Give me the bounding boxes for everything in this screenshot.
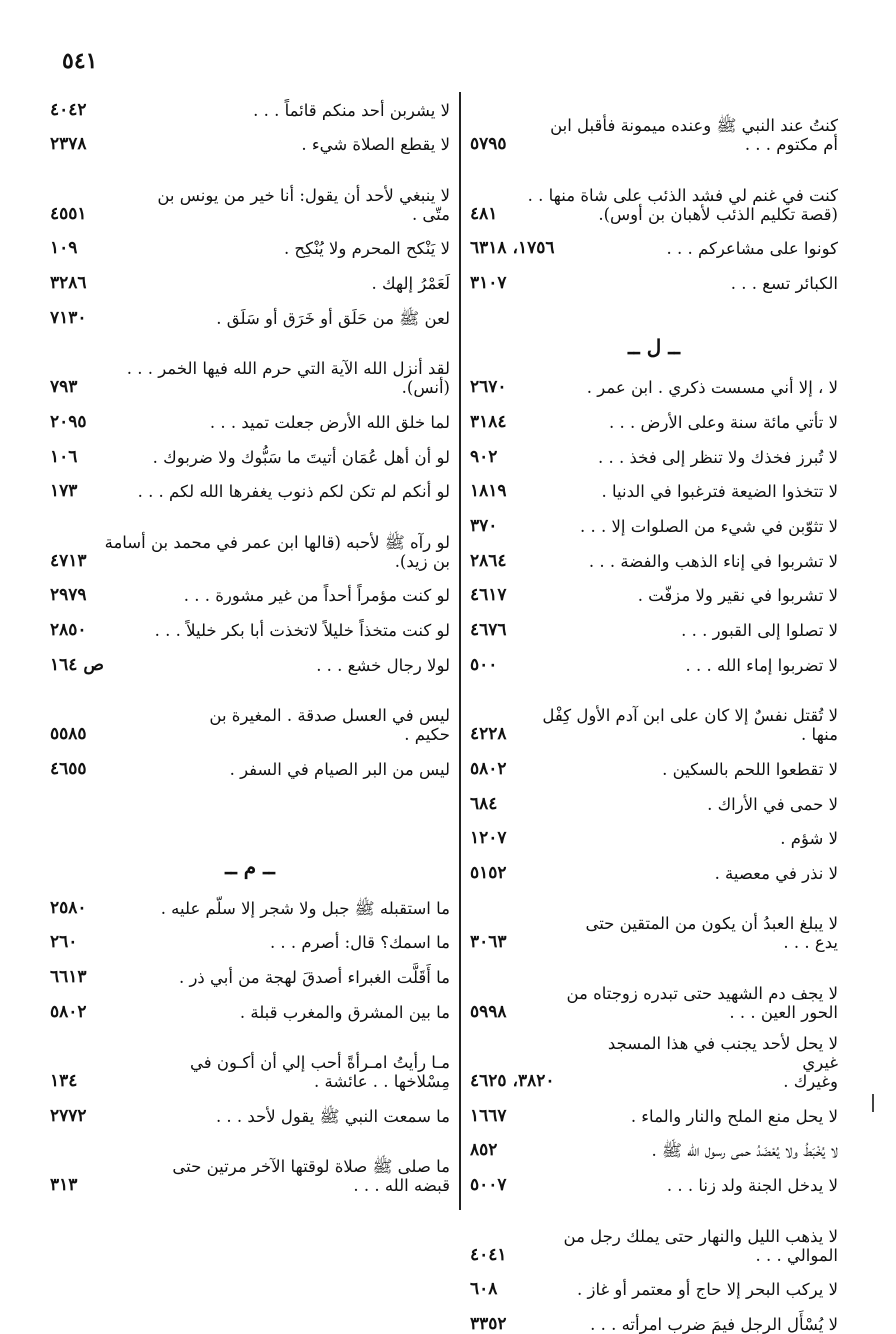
entry-line: لا يُسْأَل الرجل فيمَ ضرب امرأته . . . xyxy=(590,1314,838,1334)
entry-text xyxy=(101,101,450,120)
index-entry xyxy=(50,224,450,259)
index-entry xyxy=(470,397,838,432)
entry-reference-number: ٢٨٦٤ xyxy=(470,550,507,571)
entry-text xyxy=(91,1157,450,1195)
entry-text xyxy=(511,448,838,467)
entry-reference-number: ١٦٦٧ xyxy=(470,1105,507,1126)
index-entry xyxy=(470,640,838,675)
index-entry xyxy=(470,605,838,640)
entry-reference-number: ١٠٦ xyxy=(50,446,78,467)
entry-text xyxy=(101,309,450,328)
entry-text xyxy=(101,968,450,987)
entry-text xyxy=(101,533,450,571)
entry-line: مِسْلاخها . . عائشة . xyxy=(314,1072,450,1092)
entry-line: لا ينبغي لأحد أن يقول: أنا خير من يونس بن xyxy=(157,185,450,205)
entry-reference-number: ٦٦١٣ xyxy=(50,966,87,987)
entry-line: كنت في غنم لي فشد الذئب على شاة منها . . xyxy=(527,185,838,205)
entry-text xyxy=(101,621,450,640)
entry-line: بن زيد). xyxy=(394,551,450,571)
entry-text xyxy=(91,933,450,952)
entry-text xyxy=(91,482,450,501)
index-entry xyxy=(50,432,450,467)
entry-reference-number: ٥٩٩٨ xyxy=(470,1001,507,1022)
entry-text xyxy=(91,1053,450,1091)
index-column-right xyxy=(470,85,838,1334)
entry-line: لا يَنْكح المحرم ولا يُنْكِح . xyxy=(283,239,450,259)
entry-line: الحور العين . . . xyxy=(729,1002,838,1022)
column-divider xyxy=(459,92,461,1210)
index-entry xyxy=(50,571,450,606)
entry-text xyxy=(521,116,838,154)
entry-line: أم مكتوم . . . xyxy=(744,135,838,155)
entry-reference-number: ٥٨٠٢ xyxy=(470,758,507,779)
entry-text xyxy=(568,1034,838,1091)
entry-reference-number: ٤٧١٣ xyxy=(50,550,87,571)
index-entry xyxy=(50,744,450,779)
entry-text xyxy=(568,239,838,258)
entry-reference-number: ٢٩٧٩ xyxy=(50,585,87,606)
entry-text xyxy=(521,864,838,883)
entry-line: كنتُ عند النبي ﷺ وعنده ميمونة فأقبل ابن xyxy=(550,116,838,136)
entry-reference-number: ٦٠٨ xyxy=(470,1279,498,1300)
entry-text xyxy=(101,1003,450,1022)
entry-reference-number: ٣٨٢٠، ٤٦٢٥ xyxy=(470,1071,555,1092)
entry-reference-number: ٧٩٣ xyxy=(50,377,78,398)
index-entry xyxy=(470,224,838,259)
index-entry xyxy=(470,848,838,883)
index-entry xyxy=(50,605,450,640)
entry-reference-number: ٤٦٥٥ xyxy=(50,758,87,779)
entry-line: ما استقبله ﷺ جبل ولا شجر إلا سلّم عليه . xyxy=(160,898,450,918)
entry-reference-number: ٢٨٥٠ xyxy=(50,620,87,641)
entry-text xyxy=(511,1280,838,1299)
section-header-lam: ــ ل ــ xyxy=(628,334,680,359)
entry-line: (أنس). xyxy=(401,378,450,398)
entry-reference-number: ٢٠٩٥ xyxy=(50,411,87,432)
entry-line: لما خلق الله الأرض جعلت تميد . . . xyxy=(209,412,450,432)
entry-reference-number: ٤٦٧٦ xyxy=(470,620,507,641)
entry-line: لا يجف دم الشهيد حتى تبدره زوجتاه من xyxy=(566,983,838,1003)
entries-top xyxy=(50,85,450,779)
index-entry xyxy=(470,432,838,467)
entry-reference-number: ٢٥٨٠ xyxy=(50,897,87,918)
index-entry xyxy=(50,258,450,293)
index-entry xyxy=(50,952,450,987)
index-entry xyxy=(470,1265,838,1300)
entry-text xyxy=(101,186,450,224)
entry-line: لا تصلوا إلى القبور . . . xyxy=(681,621,838,641)
entry-line: ما اسمك؟ قال: أصرم . . . xyxy=(269,933,450,953)
entry-reference-number: ٥٥٨٥ xyxy=(50,724,87,745)
entry-text xyxy=(101,899,450,918)
entry-text xyxy=(91,239,450,258)
entry-line: لا تُقتل نفسٌ إلا كان على ابن آدم الأول كِفْل xyxy=(542,706,838,726)
index-entry xyxy=(470,363,838,398)
index-entry xyxy=(50,120,450,155)
entry-text xyxy=(521,829,838,848)
entry-text xyxy=(101,413,450,432)
entry-text xyxy=(101,706,450,744)
entry-text xyxy=(521,914,838,952)
entry-reference-number: ٦٨٤ xyxy=(470,793,498,814)
entry-reference-number: ١٧٣ xyxy=(50,481,78,502)
index-entry xyxy=(50,987,450,1022)
entry-text xyxy=(101,274,450,293)
index-entry xyxy=(470,467,838,502)
entry-reference-number: ١٧٥٦، ٦٣١٨ xyxy=(470,238,555,259)
entry-text xyxy=(521,706,838,744)
entry-text xyxy=(511,1141,838,1160)
index-entry xyxy=(470,1299,838,1334)
margin-mark xyxy=(872,1094,874,1112)
entry-line: لو رآه ﷺ لأحبه (قالها ابن عمر في محمد بن أسامة xyxy=(104,532,450,552)
index-entry xyxy=(470,258,838,293)
index-entry xyxy=(50,1126,450,1195)
entry-text xyxy=(521,274,838,293)
entry-text xyxy=(101,586,450,605)
entry-text xyxy=(91,359,450,397)
entry-line: لا تضربوا إماء الله . . . xyxy=(685,655,838,675)
entry-reference-number: ٣٣٥٢ xyxy=(470,1313,507,1334)
entry-line: ما بين المشرق والمغرب قبلة . xyxy=(239,1002,450,1022)
entry-reference-number: ٨٥٢ xyxy=(470,1140,498,1161)
entry-text xyxy=(521,760,838,779)
entry-line: كونوا على مشاعركم . . . xyxy=(666,239,838,259)
index-entry xyxy=(50,467,450,502)
entry-line: لا شؤم . xyxy=(780,829,838,849)
entries-top xyxy=(470,85,838,293)
entry-reference-number: ٢٦٧٠ xyxy=(470,377,507,398)
entry-text xyxy=(521,413,838,432)
entry-line: لا يحل لأحد يجنب في هذا المسجد غيري xyxy=(607,1034,838,1073)
section-header-mim: ــ م ــ xyxy=(225,854,275,879)
entry-line: لا يُخْبَطُ ولا يُعْضَدُ حمى رسول الله ﷺ . xyxy=(651,1141,838,1161)
index-entry xyxy=(470,1195,838,1264)
entry-reference-number: ٣١٣ xyxy=(50,1175,78,1196)
entry-reference-number: ٣١٠٧ xyxy=(470,273,507,294)
entry-text xyxy=(521,1176,838,1195)
entry-reference-number: ٢٧٧٢ xyxy=(50,1105,87,1126)
entry-text xyxy=(511,795,838,814)
entry-line: ما سمعت النبي ﷺ يقول لأحد . . . xyxy=(215,1106,450,1126)
index-entry xyxy=(50,85,450,120)
entry-reference-number: ٤٠٤٢ xyxy=(50,99,87,120)
index-entry xyxy=(50,328,450,397)
entry-text xyxy=(511,656,838,675)
entry-text xyxy=(521,378,838,397)
index-entry xyxy=(470,883,838,952)
entry-line: لا حمى في الأراك . xyxy=(707,794,838,814)
entry-text xyxy=(521,552,838,571)
index-entry xyxy=(470,536,838,571)
entry-line: ما أَقَلَّت الغبراء أصدقَ لهجة من أبي ذر . xyxy=(178,967,450,987)
entry-reference-number: ٥٧٩٥ xyxy=(470,134,507,155)
entry-line: حكيم . xyxy=(404,725,450,745)
entry-reference-number: ٥١٥٢ xyxy=(470,862,507,883)
entry-line: لا تقطعوا اللحم بالسكين . xyxy=(662,759,838,779)
entry-line: يدع . . . xyxy=(783,933,838,953)
entry-text xyxy=(101,135,450,154)
entry-line: لا نذر في معصية . xyxy=(714,863,838,883)
entry-line: لو كنت مؤمراً أحداً من غير مشورة . . . xyxy=(183,586,450,606)
entry-text xyxy=(101,1107,450,1126)
entry-reference-number: ٥٠٠ xyxy=(470,654,498,675)
entry-line: لا تشربوا في إناء الذهب والفضة . . . xyxy=(588,551,838,571)
entry-reference-number: ٣٠٦٣ xyxy=(470,932,507,953)
entry-text xyxy=(521,1107,838,1126)
entry-text xyxy=(521,984,838,1022)
entry-reference-number: ٣١٨٤ xyxy=(470,411,507,432)
entry-line: لا يقطع الصلاة شيء . xyxy=(301,135,450,155)
entry-text xyxy=(511,186,838,224)
entry-reference-number: ٥٨٠٢ xyxy=(50,1001,87,1022)
entry-line: لا يبلغ العبدُ أن يكون من المتقين حتى xyxy=(585,914,838,934)
entry-reference-number: ٧١٣٠ xyxy=(50,307,87,328)
entry-line: لا تأتي مائة سنة وعلى الأرض . . . xyxy=(609,412,838,432)
entry-text xyxy=(521,1227,838,1265)
entry-line: لو كنت متخذاً خليلاً لاتخذت أبا بكر خليلاً . . . xyxy=(154,621,450,641)
entry-line: لا تثوّبن في شيء من الصلوات إلا . . . xyxy=(580,516,838,536)
entry-text xyxy=(91,448,450,467)
index-entry xyxy=(470,1091,838,1126)
index-entry xyxy=(470,952,838,1021)
entry-reference-number: ٩٠٢ xyxy=(470,446,498,467)
index-entry xyxy=(470,85,838,154)
entry-line: مـا رأيتُ امـرأةً أحب إلي أن أكـون في xyxy=(190,1053,450,1073)
entry-line: لقد أنزل الله الآية التي حرم الله فيها الخمر . . . xyxy=(126,359,450,379)
entry-reference-number: ص ١٦٤ xyxy=(50,654,104,675)
entry-line: لا تُبرز فخذك ولا تنظر إلى فخذ . . . xyxy=(598,447,838,467)
entry-line: الكبائر تسع . . . xyxy=(730,274,838,294)
index-entry xyxy=(50,1022,450,1091)
index-entry xyxy=(50,883,450,918)
index-entry xyxy=(470,675,838,744)
index-entry xyxy=(50,675,450,744)
entry-reference-number: ٤٨١ xyxy=(470,203,498,224)
entry-text xyxy=(521,482,838,501)
entry-line: متّى . xyxy=(411,204,450,224)
entry-line: لا ، إلا أني مسست ذكري . ابن عمر . xyxy=(586,378,838,398)
index-entry xyxy=(50,1091,450,1126)
entry-reference-number: ٢٦٠ xyxy=(50,932,78,953)
index-entry xyxy=(470,154,838,223)
entry-line: لولا رجال خشع . . . xyxy=(316,655,450,675)
index-entry xyxy=(470,571,838,606)
entry-reference-number: ١٣٤ xyxy=(50,1071,78,1092)
entry-line: لا يذهب الليل والنهار حتى يملك رجل من xyxy=(563,1226,838,1246)
entry-line: لعن ﷺ من حَلَق أو خَرَق أو سَلَق . xyxy=(216,308,450,328)
entry-line: لا يدخل الجنة ولد زنا . . . xyxy=(666,1176,838,1196)
entry-reference-number: ٢٣٧٨ xyxy=(50,134,87,155)
entry-line: لَعَمْرُ إلهك . xyxy=(371,274,450,294)
entry-line: لا يشربن أحد منكم قائماً . . . xyxy=(253,100,450,120)
entry-reference-number: ١٠٩ xyxy=(50,238,78,259)
index-entry xyxy=(50,501,450,570)
entry-reference-number: ٤٥٥١ xyxy=(50,203,87,224)
entry-text xyxy=(521,586,838,605)
entry-line: لا تتخذوا الضيعة فترغبوا في الدنيا . xyxy=(601,482,838,502)
index-entry xyxy=(470,501,838,536)
index-entry xyxy=(50,397,450,432)
entry-text xyxy=(511,517,838,536)
entry-text xyxy=(521,621,838,640)
index-entry xyxy=(50,154,450,223)
index-entry xyxy=(470,1022,838,1091)
entry-line: ليس من البر الصيام في السفر . xyxy=(229,759,450,779)
index-entry xyxy=(470,814,838,849)
entry-reference-number: ٤٠٤١ xyxy=(470,1244,507,1265)
entry-line: لا يحل منع الملح والنار والماء . xyxy=(630,1106,838,1126)
entry-line: ليس في العسل صدقة . المغيرة بن xyxy=(209,706,450,726)
index-entry xyxy=(470,779,838,814)
entry-line: (قصة تكليم الذئب لأهبان بن أوس). xyxy=(598,204,838,224)
index-entry xyxy=(470,744,838,779)
entry-reference-number: ٤٢٢٨ xyxy=(470,724,507,745)
entry-line: الموالي . . . xyxy=(755,1245,838,1265)
entries-bottom xyxy=(50,883,450,1195)
entry-line: لو أنكم لم تكن لكم ذنوب يغفرها الله لكم . . . xyxy=(137,482,450,502)
entry-line: منها . xyxy=(801,725,838,745)
entry-line: لا يركب البحر إلا حاج أو معتمر أو غاز . xyxy=(577,1280,838,1300)
section-spacer xyxy=(50,779,450,814)
entry-reference-number: ١٨١٩ xyxy=(470,481,507,502)
entry-reference-number: ٤٦١٧ xyxy=(470,585,507,606)
entry-line: قبضه الله . . . xyxy=(353,1176,450,1196)
entry-reference-number: ٥٠٠٧ xyxy=(470,1175,507,1196)
page-number: ٥٤١ xyxy=(62,48,98,74)
entry-text xyxy=(521,1315,838,1334)
entry-line: لا تشربوا في نقير ولا مزفّت . xyxy=(637,586,838,606)
entry-line: لو أن أهل عُمَان أتيتَ ما سَبُّوك ولا ضربوك . xyxy=(152,447,450,467)
entry-text xyxy=(118,656,450,675)
entry-line: وغيرك . xyxy=(783,1072,838,1092)
entry-text xyxy=(101,760,450,779)
entries-bottom xyxy=(470,363,838,1334)
index-entry xyxy=(470,1126,838,1161)
entry-line: ما صلى ﷺ صلاة لوقتها الآخر مرتين حتى xyxy=(172,1157,450,1177)
index-entry xyxy=(50,640,450,675)
entry-reference-number: ٣٢٨٦ xyxy=(50,273,87,294)
entry-reference-number: ١٢٠٧ xyxy=(470,828,507,849)
index-entry xyxy=(470,1160,838,1195)
index-entry xyxy=(50,293,450,328)
entry-reference-number: ٣٧٠ xyxy=(470,515,498,536)
index-entry xyxy=(50,918,450,953)
index-column-left xyxy=(50,85,450,1195)
